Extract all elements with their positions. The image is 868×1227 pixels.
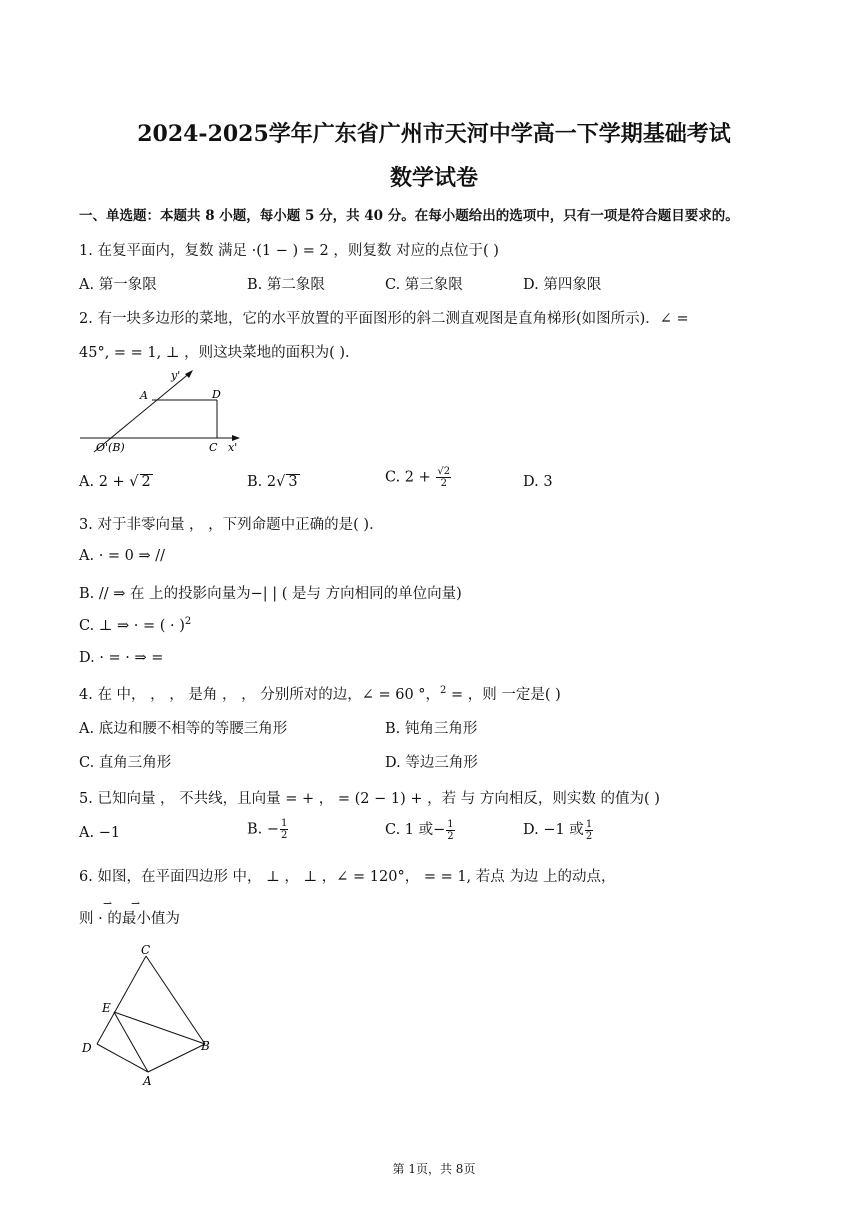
q2-option-d: D. 3 (523, 474, 553, 490)
q3-option-a: A. · = 0 ⇒ // (79, 548, 166, 564)
y-axis-arrow (185, 370, 193, 378)
q1-option-b: B. 第二象限 (247, 277, 325, 293)
exam-title: 2024-2025学年广东省广州市天河中学高一下学期基础考试 (137, 121, 731, 147)
segment-eb (114, 1012, 205, 1044)
question-2-stem-line1: 2. 有一块多边形的菜地，它的水平放置的平面图形的斜二测直观图是直角梯形(如图所示)．∠ = (79, 311, 689, 327)
q1-option-c: C. 第三象限 (385, 277, 463, 293)
label-c: C (141, 943, 151, 957)
page-footer: 第 1页，共 8页 (392, 1162, 476, 1176)
question-4-stem: 4. 在 中， ， ， 是角 ， ， 分别所对的边，∠ = 60 °，$^2$ = ，则 一定是( ) (79, 685, 561, 703)
label-x: x' (228, 441, 238, 454)
label-a: A (143, 1074, 152, 1088)
q4-option-d: D. 等边三角形 (385, 755, 478, 771)
exam-subtitle: 数学试卷 (389, 165, 478, 191)
q3-option-c: C. ⊥ ⇒ · = ( · )$^2$ (79, 616, 192, 634)
q4-option-a: A. 底边和腰不相等的等腰三角形 (79, 721, 288, 737)
q1-option-a: A. 第一象限 (79, 277, 157, 293)
q4-option-b: B. 钝角三角形 (385, 721, 478, 737)
label-d: D (82, 1041, 92, 1055)
label-e: E (102, 1001, 111, 1015)
q1-option-d: D. 第四象限 (523, 277, 602, 293)
q2-option-a: A. 2 + √ 2 (79, 474, 151, 490)
q2-option-c: C. 2 + $\frac{√2}{2}$ (385, 466, 451, 489)
q5-option-d: D. −1 或 $\frac{1}{2}$ (523, 818, 593, 842)
label-b: B (201, 1039, 210, 1053)
q3-option-d: D. · = · ⇒ = (79, 650, 164, 666)
q4-option-c: C. 直角三角形 (79, 755, 172, 771)
label-c: C (209, 441, 218, 454)
vector-arrow-1: ⇀ (103, 897, 113, 910)
question-5-stem: 5. 已知向量 ， 不共线，且向量 = + ， = (2 − 1) + ，若 与 方向相反，则实数 的值为( ) (79, 791, 660, 807)
question-6-stem-line2: 则 · 的最小值为 (79, 911, 180, 927)
segment-ab (148, 1044, 205, 1072)
question-3-stem: 3. 对于非零向量 ， ，下列命题中正确的是( )． (79, 517, 384, 533)
question-2-stem-line2: 45°, = = 1, ⊥ ，则这块菜地的面积为( )． (79, 345, 360, 361)
label-y: y' (171, 369, 181, 382)
label-d: D (212, 388, 221, 401)
q3-option-b: B. // ⇒ 在 上的投影向量为−| | ( 是与 方向相同的单位向量) (79, 586, 462, 602)
segment-cd (97, 956, 146, 1044)
label-a: A (140, 389, 148, 402)
q6-quadrilateral-figure (78, 940, 218, 1090)
q5-option-c: C. 1 或− $\frac{1}{2}$ (385, 818, 454, 842)
q5-option-b: B. − $\frac{1}{2}$ (247, 818, 288, 841)
q2-option-b: B. 2√ 3 (247, 474, 298, 490)
question-6-stem-line1: 6. 如图，在平面四边形 中， ⊥ ， ⊥ ，∠ = 120°， = = 1, 若点 为边 上的动点， (79, 869, 616, 885)
y-axis-line (94, 372, 191, 452)
section-heading: 一、单选题：本题共 8 小题，每小题 5 分，共 40 分。在每小题给出的选项中，只有一项是符合题目要求的。 (79, 208, 739, 224)
label-o: O'(B) (96, 441, 125, 454)
question-1-stem: 1. 在复平面内，复数 满足 ·(1 − ) = 2 ，则复数 对应的点位于( ) (79, 243, 499, 259)
segment-cb (146, 956, 205, 1044)
q5-option-a: A. −1 (79, 825, 121, 841)
q2-trapezoid-figure (78, 366, 248, 456)
vector-arrow-2: ⇀ (131, 897, 141, 910)
